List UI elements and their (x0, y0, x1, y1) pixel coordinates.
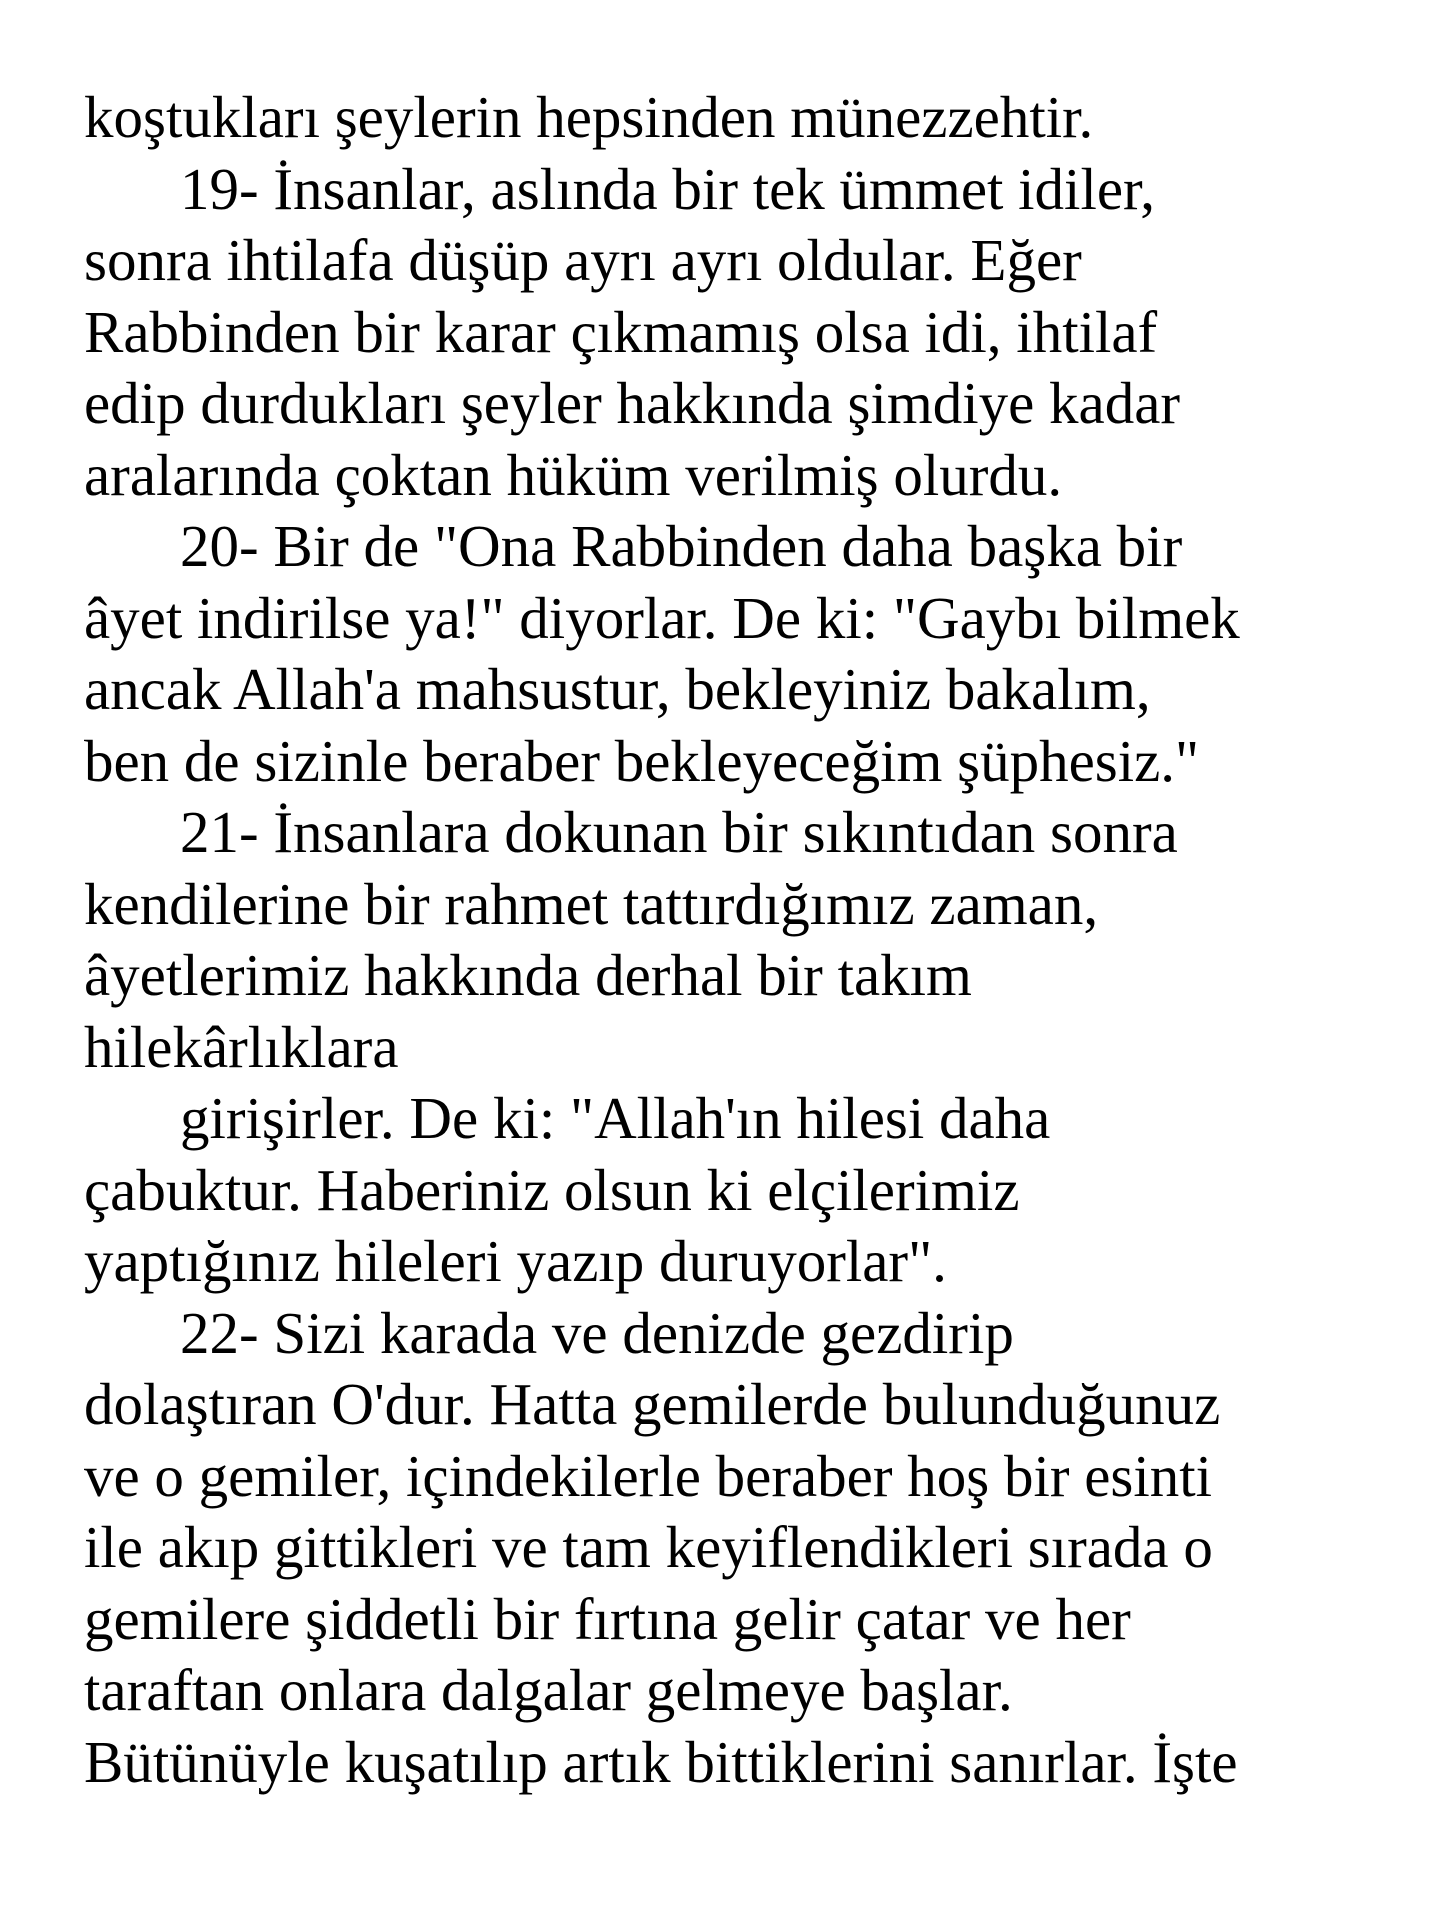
text-line: hilekârlıklara (84, 1013, 399, 1080)
text-line: edip durdukları şeyler hakkında şimdiye kadar (84, 370, 1181, 436)
text-line: gemilere şiddetli bir fırtına gelir çatar ve her (84, 1585, 1131, 1652)
text-line: taraftan onlara dalgalar gelmeye başlar. (84, 1657, 1013, 1723)
verse-start-line: 19- İnsanlar, aslında bir tek ümmet idiler, (180, 155, 1156, 222)
verse-start-line: 22- Sizi karada ve denizde gezdirip (180, 1299, 1014, 1366)
text-line: dolaştıran O'dur. Hatta gemilerde bulunduğunuz (84, 1371, 1221, 1437)
verse-start-line: 21- İnsanlara dokunan bir sıkıntıdan sonra (180, 799, 1178, 865)
text-line: çabuktur. Haberiniz olsun ki elçilerimiz (84, 1156, 1020, 1223)
text-line: aralarında çoktan hüküm verilmiş olurdu. (84, 441, 1063, 508)
text-line: ancak Allah'a mahsustur, bekleyiniz bakalım, (84, 656, 1151, 722)
text-line: âyetlerimiz hakkında derhal bir takım (84, 942, 972, 1008)
text-line: Rabbinden bir karar çıkmamış olsa idi, ihtilaf (84, 298, 1158, 365)
indented-line: girişirler. De ki: "Allah'ın hilesi daha (180, 1085, 1051, 1151)
text-line: koştukları şeylerin hepsinden münezzehtir. (84, 84, 1094, 150)
text-line: sonra ihtilafa düşüp ayrı ayrı oldular. Eğer (84, 227, 1082, 293)
text-line: âyet indirilse ya!" diyorlar. De ki: "Gaybı bilmek (84, 584, 1240, 651)
text-line: Bütünüyle kuşatılıp artık bittiklerini sanırlar. İşte (84, 1728, 1238, 1795)
document-page (84, 82, 1414, 1798)
text-line: ile akıp gittikleri ve tam keyiflendikleri sırada o (84, 1514, 1213, 1580)
text-line: ben de sizinle beraber bekleyeceğim şüphesiz." (84, 727, 1200, 794)
verse-start-line: 20- Bir de "Ona Rabbinden daha başka bir (180, 513, 1183, 579)
text-line: yaptığınız hileleri yazıp duruyorlar". (84, 1228, 947, 1294)
text-line: ve o gemiler, içindekilerle beraber hoş bir esinti (84, 1442, 1213, 1509)
text-line: kendilerine bir rahmet tattırdığımız zaman, (84, 870, 1099, 937)
